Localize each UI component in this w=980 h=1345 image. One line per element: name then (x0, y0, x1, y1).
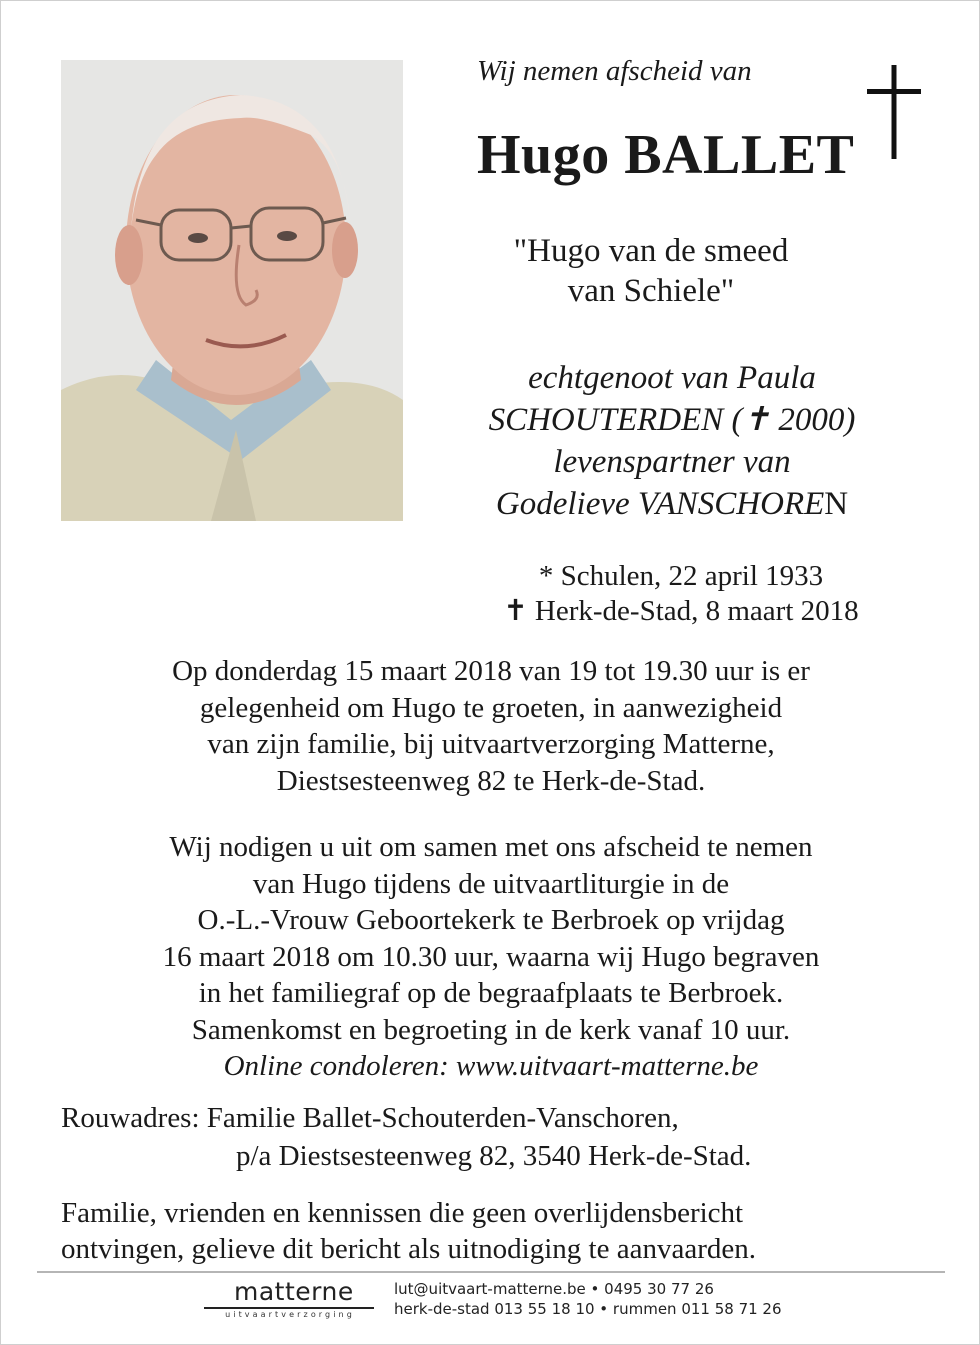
paragraph-line: van Hugo tijdens de uitvaartliturgie in de (252, 867, 730, 900)
nickname-line-1: "Hugo van de smeed (513, 233, 789, 269)
paragraph-line: in het familiegraf op de begraafplaats te Berbroek. (198, 977, 784, 1009)
birth-line: * Schulen, 22 april 1933 (538, 560, 824, 592)
online-condolence-link[interactable]: Online condoleren: www.uitvaart-matterne.be (223, 1050, 759, 1082)
logo-subtitle: uitvaartverzorging (225, 1310, 355, 1319)
relation-line-4-italic: Godelieve VANSCHORE (495, 486, 825, 522)
mourning-address-line-2: p/a Diestsesteenweg 82, 3540 Herk-de-Stad. (236, 1140, 752, 1172)
contact-line-2: herk-de-stad 013 55 18 10 • rummen 011 58 71 26 (394, 1300, 782, 1318)
closing-line-2: ontvingen, gelieve dit bericht als uitnodiging te aanvaarden. (61, 1233, 756, 1265)
paragraph-line: Wij nodigen u uit om samen met ons afscheid te nemen (169, 831, 813, 863)
latin-cross-icon (867, 65, 921, 159)
visitation-paragraph (41, 653, 941, 799)
relation-line-2: SCHOUTERDEN (✝ 2000) (488, 402, 856, 438)
nickname-line-2: van Schiele" (567, 273, 735, 309)
portrait-photo (61, 60, 403, 521)
mourning-address (61, 1099, 931, 1175)
mourning-address-line-1: Rouwadres: Familie Ballet-Schouterden-Vanschoren, (61, 1102, 679, 1134)
deceased-name: Hugo BALLET (477, 124, 855, 186)
closing-line-1: Familie, vrienden en kennissen die geen overlijdensbericht (61, 1197, 744, 1229)
contact-line-1[interactable]: lut@uitvaart-matterne.be • 0495 30 77 26 (394, 1280, 714, 1298)
paragraph-line: Diestsesteenweg 82 te Herk-de-Stad. (276, 764, 706, 797)
nickname (441, 231, 861, 311)
relation-line-4-upright: N (824, 486, 849, 522)
relation-line-4 (437, 483, 907, 525)
contact-info (394, 1279, 782, 1319)
closing-note (61, 1195, 941, 1267)
paragraph-line: O.-L.-Vrouw Geboortekerk te Berbroek op vrijdag (197, 904, 785, 936)
intro-line: Wij nemen afscheid van (477, 55, 752, 87)
paragraph-line: 16 maart 2018 om 10.30 uur, waarna wij Hugo begraven (162, 940, 820, 973)
relations (437, 357, 907, 525)
paragraph-line: gelegenheid om Hugo te groeten, in aanwezigheid (199, 691, 783, 724)
paragraph-line: Op donderdag 15 maart 2018 van 19 tot 19.30 uur is er (172, 655, 810, 687)
paragraph-line: Samenkomst en begroeting in de kerk vanaf 10 uur. (191, 1013, 791, 1046)
life-dates (431, 559, 931, 629)
funeral-paragraph (41, 829, 941, 1085)
relation-line-3: levenspartner van (553, 444, 791, 480)
matterne-logo (204, 1277, 376, 1323)
paragraph-line: van zijn familie, bij uitvaartverzorging Matterne, (207, 728, 775, 760)
relation-line-1: echtgenoot van Paula (528, 360, 816, 396)
death-line: ✝ Herk-de-Stad, 8 maart 2018 (503, 595, 859, 627)
logo-word: matterne (234, 1277, 354, 1306)
footer-divider (37, 1271, 945, 1273)
logo-underline (204, 1307, 374, 1309)
